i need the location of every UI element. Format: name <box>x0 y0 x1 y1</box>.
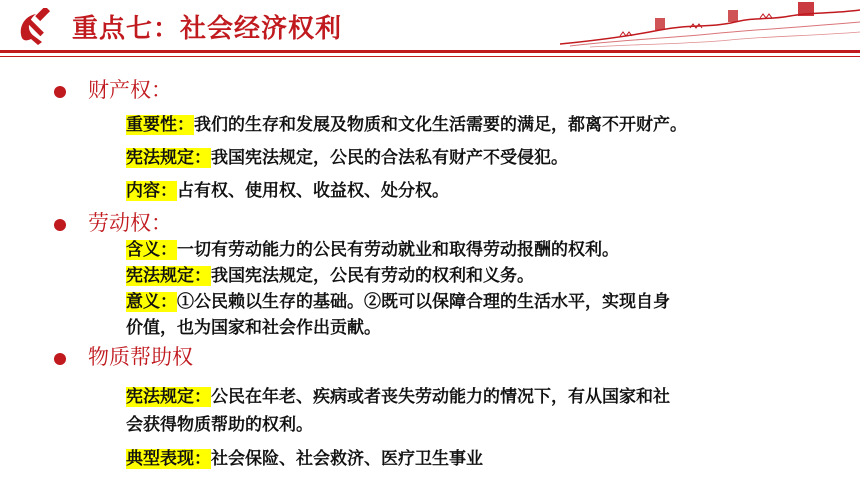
highlight-label: 宪法规定： <box>126 148 211 168</box>
header-rule <box>0 50 860 53</box>
line-text: 公民在年老、疾病或者丧失劳动能力的情况下，有从国家和社 <box>211 387 670 407</box>
text-line <box>126 110 687 135</box>
line-text: 一切有劳动能力的公民有劳动就业和取得劳动报酬的权利。 <box>177 240 619 260</box>
text-line <box>126 143 568 168</box>
hammer-sickle-icon <box>14 8 54 48</box>
line-text: 我国宪法规定，公民有劳动的权利和义务。 <box>211 266 534 286</box>
header-rule-thin <box>0 56 860 57</box>
section-heading-text: 物质帮助权 <box>88 345 193 369</box>
highlight-label: 宪法规定： <box>126 266 211 286</box>
highlight-label: 含义： <box>126 240 177 260</box>
text-line <box>126 382 670 407</box>
text-line <box>126 444 483 469</box>
slide-header <box>0 0 860 62</box>
line-text: 我们的生存和发展及物质和文化生活需要的满足，都离不开财产。 <box>194 115 687 135</box>
line-text: 价值，也为国家和社会作出贡献。 <box>126 318 381 338</box>
text-line <box>126 235 619 260</box>
section-heading-text: 财产权： <box>88 78 172 102</box>
text-line <box>126 261 534 286</box>
text-line-continuation <box>126 410 313 435</box>
great-wall-icon <box>560 0 860 48</box>
line-text: 社会保险、社会救济、医疗卫生事业 <box>211 449 483 469</box>
line-text: 占有权、使用权、收益权、处分权。 <box>177 181 449 201</box>
bullet-icon <box>54 219 66 231</box>
line-text: 我国宪法规定，公民的合法私有财产不受侵犯。 <box>211 148 568 168</box>
text-line <box>126 176 449 201</box>
section-heading-labor <box>54 207 172 237</box>
text-line-continuation <box>126 313 381 338</box>
page-title: 重点七：社会经济权利 <box>72 14 343 44</box>
highlight-label: 典型表现： <box>126 449 211 469</box>
section-heading-material-aid <box>54 341 193 371</box>
highlight-label: 内容： <box>126 181 177 201</box>
line-text: ①公民赖以生存的基础。②既可以保障合理的生活水平，实现自身 <box>177 292 670 312</box>
bullet-icon <box>54 86 66 98</box>
section-heading-text: 劳动权： <box>88 211 172 235</box>
highlight-label: 意义： <box>126 292 177 312</box>
highlight-label: 宪法规定： <box>126 387 211 407</box>
text-line <box>126 287 670 312</box>
highlight-label: 重要性： <box>126 115 194 135</box>
section-heading-property <box>54 74 172 104</box>
bullet-icon <box>54 353 66 365</box>
line-text: 会获得物质帮助的权利。 <box>126 415 313 435</box>
